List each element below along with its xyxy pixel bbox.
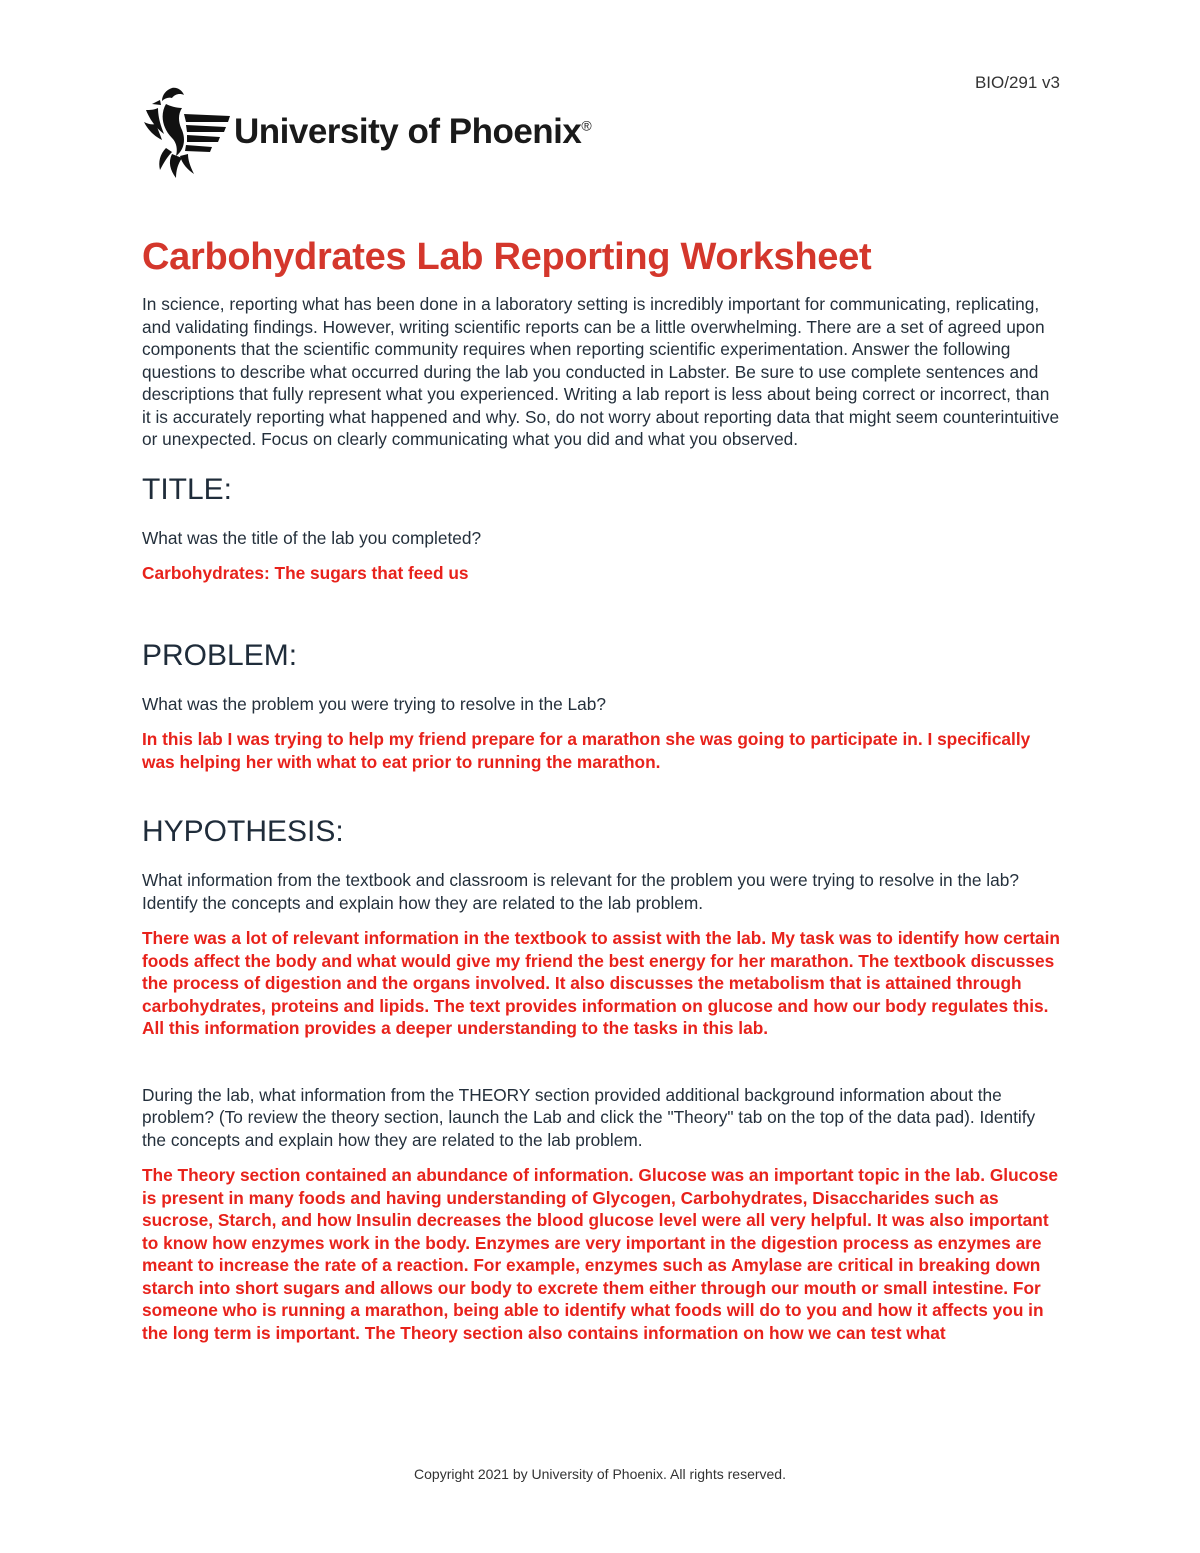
problem-answer: In this lab I was trying to help my friend prepare for a marathon she was going to participate in. I specifically was helping her with what to eat prior to running the marathon.	[142, 729, 1031, 772]
hypothesis-answer-1: There was a lot of relevant information in the textbook to assist with the lab. My task was to identify how certain foods affect the body and what would give my friend the best energy for her marathon. The textbook discusses the process of digestion and the organs involved. It also discusses the metabolism that is attained through carbohydrates, proteins and lipids. The text provides information on glucose and how our body regulates this. All this information provides a deeper understanding to the tasks in this lab.	[142, 928, 1060, 1038]
title-answer: Carbohydrates: The sugars that feed us	[142, 563, 469, 583]
copyright-footer: Copyright 2021 by University of Phoenix. All rights reserved.	[414, 1466, 786, 1482]
university-logo	[142, 84, 592, 180]
hypothesis-answer-2: The Theory section contained an abundance of information. Glucose was an important topic in the lab. Glucose is present in many foods and having understanding of Glycogen, Carbohydrates, Disaccharides such as sucrose, Starch, and how Insulin decreases the blood glucose level were all very helpful. It was also important to know how enzymes work in the body. Enzymes are very important in the digestion process as enzymes are meant to increase the rate of a reaction. For example, enzymes such as Amylase are critical in breaking down starch into short sugars and allows our body to excrete them either through our mouth or small intestine. For someone who is running a marathon, being able to identify what foods will do to you and how it affects you in the long term is important. The Theory section also contains information on how we can test what	[142, 1165, 1059, 1343]
worksheet-title: Carbohydrates Lab Reporting Worksheet	[142, 236, 872, 278]
registered-mark: ®	[581, 117, 592, 134]
title-heading: TITLE:	[142, 472, 233, 506]
hypothesis-question-2: During the lab, what information from the THEORY section provided additional background information about the problem? (To review the theory section, launch the Lab and click the "Theory" tab on the top of the data pad). Identify the concepts and explain how they are related to the lab problem.	[142, 1084, 1036, 1150]
intro-paragraph: In science, reporting what has been done in a laboratory setting is incredibly important for communicating, replicating, and validating findings. However, writing scientific reports can be a little overwhelming. There are a set of agreed upon components that the scientific community requires when reporting scientific experimentation. Answer the following questions to describe what occurred during the lab you conducted in Labster. Be sure to use complete sentences and descriptions that fully represent what you experienced. Writing a lab report is less about being correct or incorrect, than it is accurately reporting what happened and why. So, do not worry about reporting data that might seem counterintuitive or unexpected. Focus on clearly communicating what you did and what you observed.	[142, 294, 1060, 449]
university-name	[234, 112, 591, 152]
worksheet-content	[142, 236, 1062, 1344]
hypothesis-heading: HYPOTHESIS:	[142, 815, 344, 848]
title-question: What was the title of the lab you completed?	[142, 527, 482, 548]
university-name-text: University of Phoenix	[234, 112, 582, 151]
problem-heading: PROBLEM:	[142, 638, 298, 672]
phoenix-bird-icon	[142, 84, 232, 180]
problem-question: What was the problem you were trying to resolve in the Lab?	[142, 693, 606, 714]
course-code: BIO/291 v3	[974, 73, 1060, 92]
hypothesis-question-1: What information from the textbook and classroom is relevant for the problem you were trying to resolve in the lab? Identify the concepts and explain how they are related to the lab problem.	[142, 870, 1019, 913]
